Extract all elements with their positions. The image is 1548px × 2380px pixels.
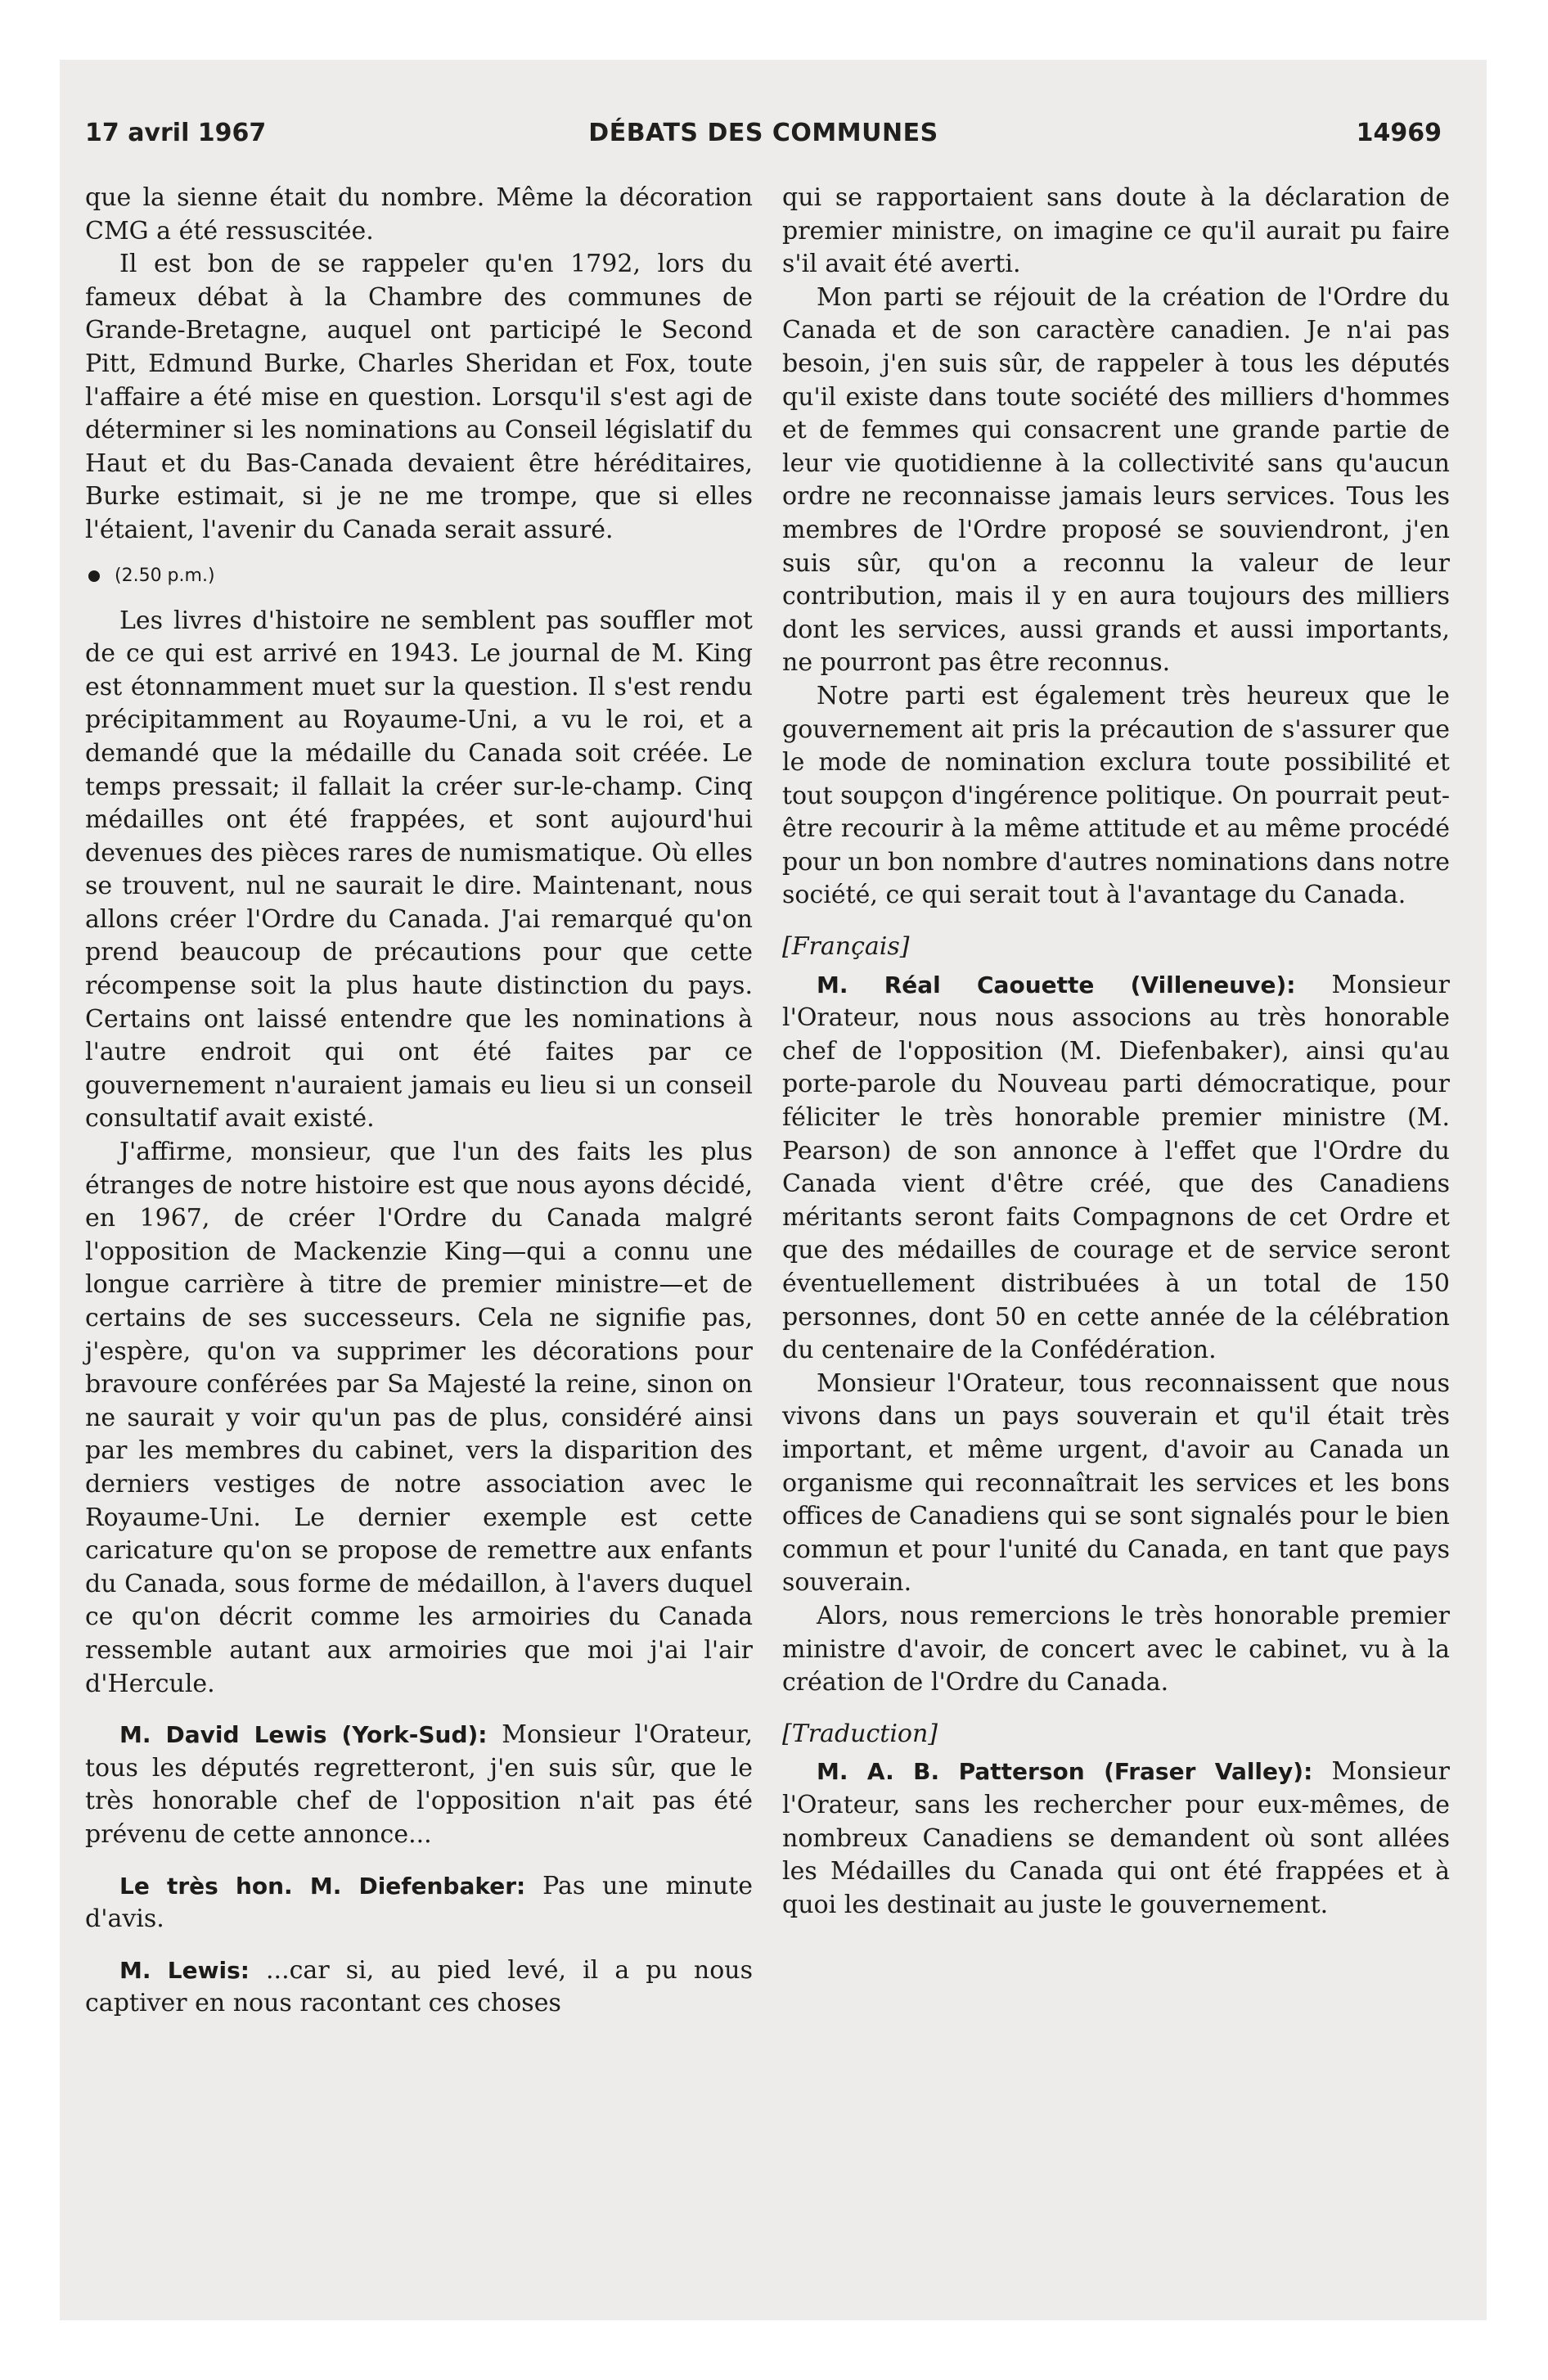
speech xyxy=(85,1719,753,1851)
paragraph: Mon parti se réjouit de la création de l'Ordre du Canada et de son caractère canadien. Je n'ai pas besoin, j'en suis sûr, de rappeler à tous les députés qu'il existe dans toute société des milliers d'hommes et de femmes qui consacrent une grande partie de leur vie quotidienne à la collectivité sans qu'aucun ordre ne reconnaisse jamais leurs services. Tous les membres de l'Ordre proposé se souviendront, j'en suis sûr, qu'on a reconnu la valeur de leur contribution, mais il y en aura toujours des milliers dont les services, aussi grands et aussi importants, ne pourront pas être reconnus. xyxy=(782,282,1450,678)
speaker-name: M. A. B. Patterson (Fraser Valley): xyxy=(817,1758,1313,1786)
page-header xyxy=(85,113,1442,154)
section-marker: [Traduction] xyxy=(782,1719,938,1748)
speaker-name: M. Réal Caouette (Villeneuve): xyxy=(817,971,1296,998)
right-column xyxy=(782,182,1450,1922)
paragraph: qui se rapportaient sans doute à la déclaration de premier ministre, on imagine ce qu'il aurait pu faire s'il avait été averti. xyxy=(782,183,1450,279)
time-stamp-text: (2.50 p.m.) xyxy=(115,565,215,586)
speech xyxy=(782,1756,1450,1922)
paragraph: Les livres d'histoire ne semblent pas souffler mot de ce qui est arrivé en 1943. Le journal de M. King est étonnamment muet sur la question. Il s'est rendu précipitamment au Royaume-Uni, a vu le roi, et a demandé que la médaille du Canada soit créée. Le temps pressait; il fallait la créer sur-le-champ. Cinq médailles ont été frappées, et sont aujourd'hui devenues des pièces rares de numismatique. Où elles se trouvent, nul ne saurait le dire. Maintenant, nous allons créer l'Ordre du Canada. J'ai remarqué qu'on prend beaucoup de précautions pour que cette récompense soit la plus haute distinction du pays. Certains ont laissé entendre que les nominations à l'autre endroit qui ont été faites par ce gouvernement n'auraient jamais eu lieu si un conseil consultatif avait existé. xyxy=(85,606,753,1134)
paragraph: Alors, nous remercions le très honorable premier ministre d'avoir, de concert avec le cabinet, vu à la création de l'Ordre du Canada. xyxy=(782,1601,1450,1697)
header-title: DÉBATS DES COMMUNES xyxy=(588,119,938,147)
speech-text: Pas une minute d'avis. xyxy=(85,1871,754,1934)
speech-text: Monsieur l'Orateur, sans les rechercher pour eux-mêmes, de nombreux Canadiens se demandent où sont allées les Médailles du Canada qui ont été frappées et à quoi les destinait au juste le gouvernement. xyxy=(782,1757,1450,1919)
header-date: 17 avril 1967 xyxy=(85,119,267,147)
speaker-name: M. David Lewis (York-Sud): xyxy=(119,1721,488,1749)
bullet-icon xyxy=(88,570,100,582)
paragraph: que la sienne était du nombre. Même la décoration CMG a été ressuscitée. xyxy=(85,183,753,246)
paragraph: Il est bon de se rappeler qu'en 1792, lors du fameux débat à la Chambre des communes de Grande-Bretagne, auquel ont participé le Second Pitt, Edmund Burke, Charles Sheridan et Fox, toute l'affaire a été mise en question. Lorsqu'il s'est agi de déterminer si les nominations au Conseil législatif du Haut et du Bas-Canada devaient être héréditaires, Burke estimait, si je ne me trompe, que si elles l'étaient, l'avenir du Canada serait assuré. xyxy=(85,250,753,544)
header-page-number: 14969 xyxy=(1356,119,1442,147)
paragraph: Notre parti est également très heureux que le gouvernement ait pris la précaution de s'assurer que le mode de nomination exclura toute possibilité et tout soupçon d'ingérence politique. On pourrait peut-être recourir à la même attitude et au même procédé pour un bon nombre d'autres nominations dans notre société, ce qui serait tout à l'avantage du Canada. xyxy=(782,681,1450,910)
left-column xyxy=(85,182,753,2021)
paragraph: Monsieur l'Orateur, tous reconnaissent que nous vivons dans un pays souverain et qu'il était très important, et même urgent, d'avoir au Canada un organisme qui reconnaîtrait les services et les bons offices de Canadiens qui se sont signalés pour le bien commun et pour l'unité du Canada, en tant que pays souverain. xyxy=(782,1368,1450,1598)
speech xyxy=(782,969,1450,1368)
speech-text: Monsieur l'Orateur, tous les députés regretteront, j'en suis sûr, que le très honorable chef de l'opposition n'ait pas été prévenu de cette annonce... xyxy=(85,1720,753,1849)
speech xyxy=(85,1870,753,1936)
time-stamp xyxy=(85,564,753,588)
speaker-name: Le très hon. M. Diefenbaker: xyxy=(119,1872,526,1900)
speech xyxy=(85,1954,753,2021)
paragraph: J'affirme, monsieur, que l'un des faits les plus étranges de notre histoire est que nous ayons décidé, en 1967, de créer l'Ordre du Canada malgré l'opposition de Mackenzie King—qui a connu une longue carrière à titre de premier ministre—et de certains de ses successeurs. Cela ne signifie pas, j'espère, qu'on va supprimer les décorations pour bravoure conférées par Sa Majesté la reine, sinon on ne saurait y voir qu'un pas de plus, considéré ainsi par les membres du cabinet, vers la disparition des derniers vestiges de notre association avec le Royaume-Uni. Le dernier exemple est cette caricature qu'on se propose de remettre aux enfants du Canada, sous forme de médaillon, à l'avers duquel ce qu'on décrit comme les armoiries du Canada ressemble autant aux armoiries que moi j'ai l'air d'Hercule. xyxy=(85,1138,753,1698)
section-marker: [Français] xyxy=(782,932,910,962)
speech-text: Monsieur l'Orateur, nous nous associons au très honorable chef de l'opposition (M. Diefenbaker), ainsi qu'au porte-parole du Nouveau parti démocratique, pour féliciter le très honorable premier ministre (M. Pearson) de son annonce à l'effet que l'Ordre du Canada vient d'être créé, que des Canadiens méritants seront faits Compagnons de cet Ordre et que des médailles de courage et de service seront éventuellement distribuées à un total de 150 personnes, dont 50 en cette année de la célébration du centenaire de la Confédération. xyxy=(782,970,1450,1365)
speaker-name: M. Lewis: xyxy=(119,1956,250,1984)
speech-text: ...car si, au pied levé, il a pu nous captiver en nous racontant ces choses xyxy=(85,1955,753,2018)
